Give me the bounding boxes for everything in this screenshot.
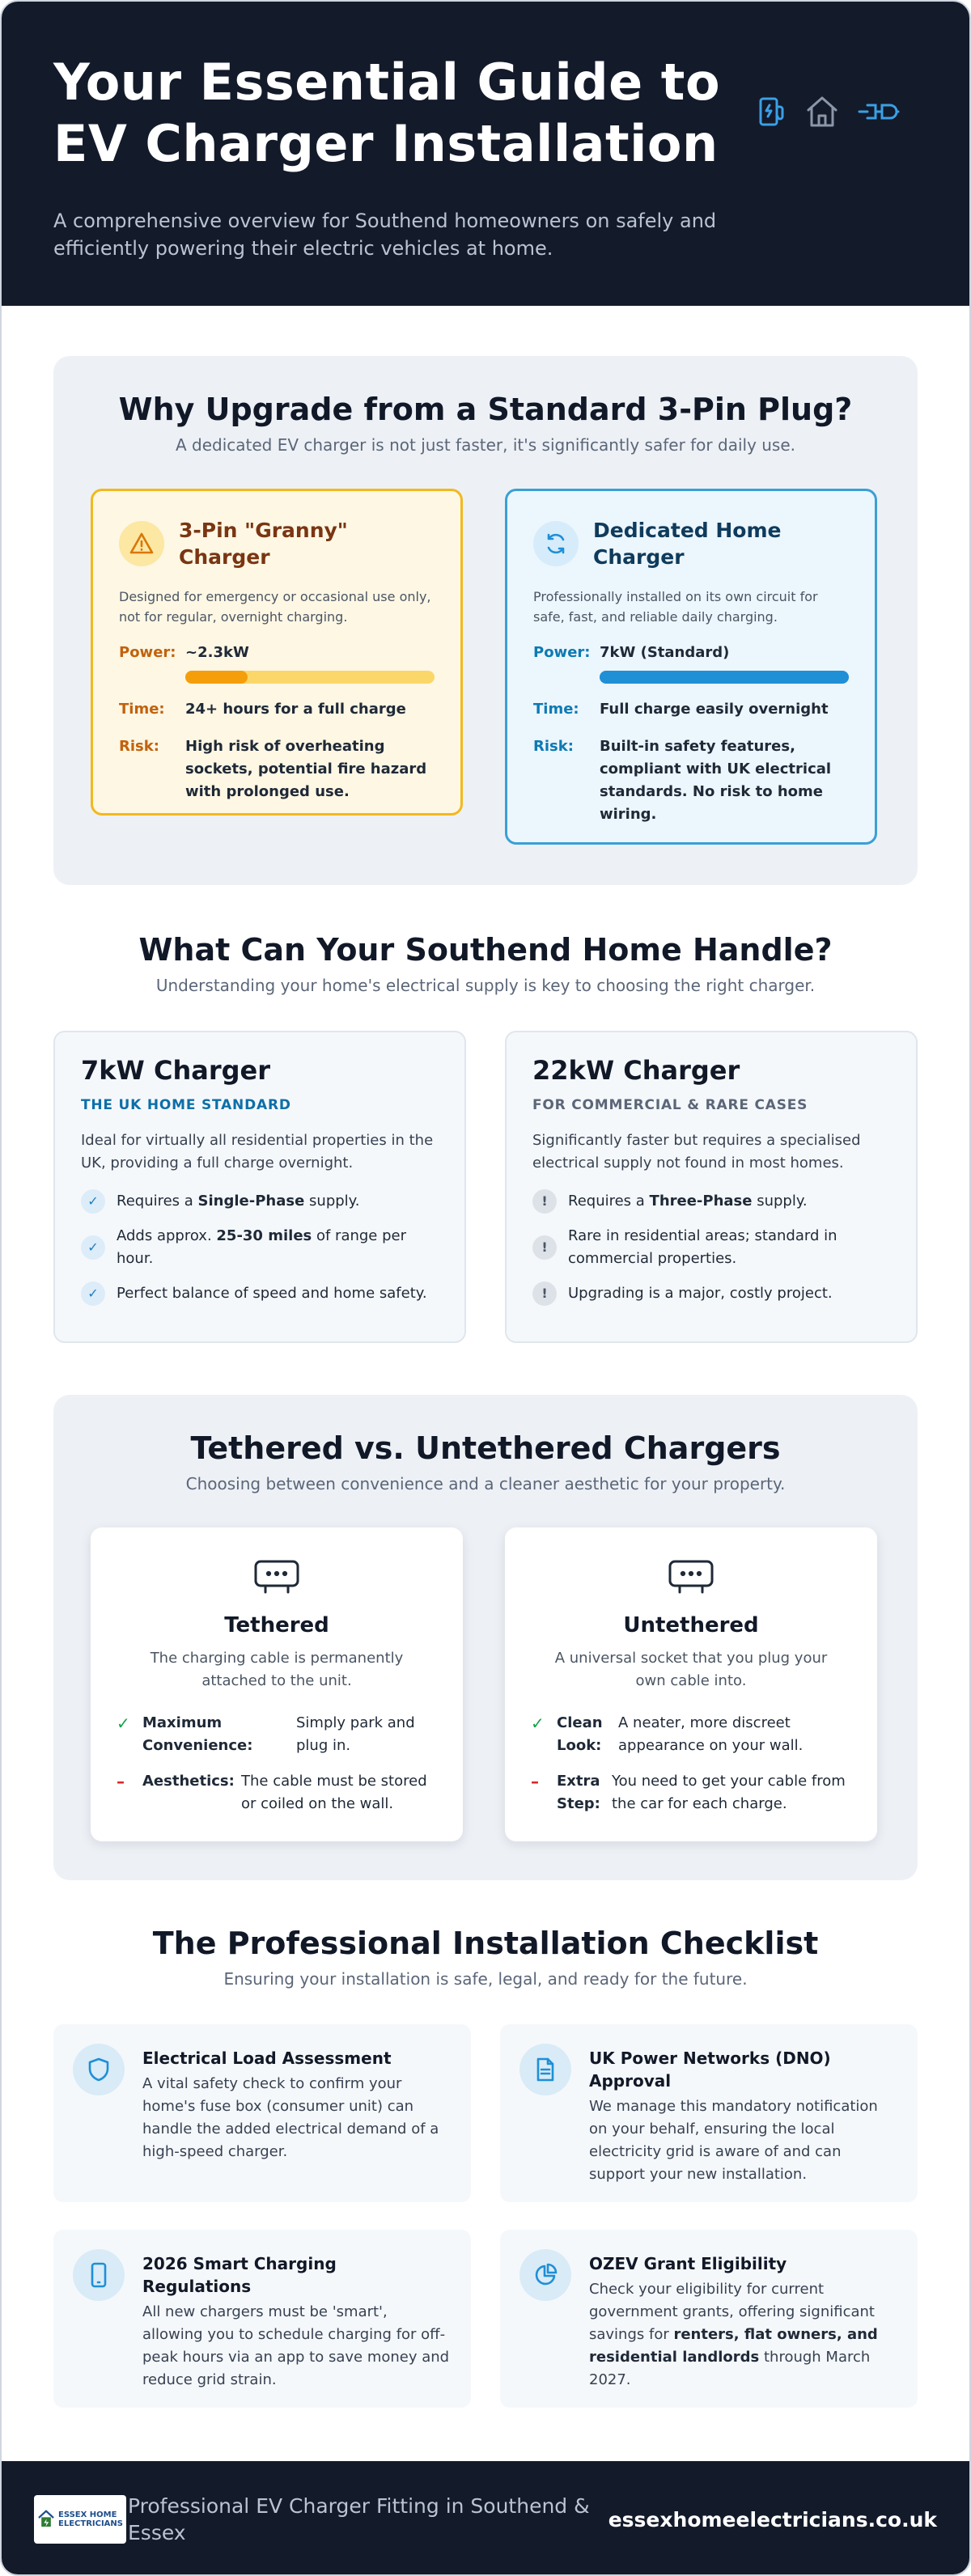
- kw7-title: 7kW Charger: [81, 1055, 271, 1086]
- logo-line2: ELECTRICIANS: [58, 2519, 123, 2528]
- footer: [2, 2461, 969, 2576]
- exclamation-icon: !: [532, 1282, 557, 1306]
- granny-time-label: Time:: [119, 701, 165, 718]
- document-icon: [519, 2044, 571, 2095]
- kw22-item3: Upgrading is a major, costly project.: [568, 1285, 833, 1302]
- untethered-pro-key: Clean Look:: [557, 1714, 603, 1754]
- dedicated-title: Dedicated Home Charger: [593, 519, 782, 569]
- ozev-desc-pre: Check your eligibility for current government grants, offering significant savings for: [589, 2281, 875, 2343]
- smart-desc: All new chargers must be 'smart', allowing you to schedule charging for off-peak hours via an app to save money and reduce grid strain.: [142, 2303, 450, 2388]
- kw7-tag: THE UK HOME STANDARD: [81, 1097, 291, 1113]
- untethered-card: [505, 1527, 877, 1841]
- untethered-con: [531, 1770, 851, 1815]
- kw22-item2: Rare in residential areas; standard in commercial properties.: [568, 1227, 837, 1267]
- dedicated-power-bar: [600, 671, 849, 684]
- granny-charger-card: [91, 489, 463, 816]
- kw7-item1-pre: Requires a: [117, 1193, 198, 1210]
- granny-risk-label: Risk:: [119, 738, 159, 755]
- load-desc: A vital safety check to confirm your home's fuse box (consumer unit) can handle the added electrical demand of a high-speed charger.: [142, 2075, 439, 2160]
- charger-unit-icon: [117, 1558, 437, 1595]
- smartphone-icon: [73, 2249, 125, 2301]
- kw22-item1-bold: Three-Phase: [649, 1193, 753, 1210]
- company-logo[interactable]: [34, 2495, 126, 2544]
- tethered-title: Tethered: [224, 1613, 329, 1638]
- kw22-tag: FOR COMMERCIAL & RARE CASES: [532, 1097, 808, 1113]
- exclamation-icon: !: [532, 1189, 557, 1214]
- dedicated-power-fill: [600, 671, 849, 684]
- kw7-item2-pre: Adds approx.: [117, 1227, 217, 1244]
- granny-power-label: Power:: [119, 644, 176, 661]
- untethered-con-val: You need to get your cable from the car for each charge.: [612, 1773, 846, 1812]
- upgrade-section: [53, 356, 918, 885]
- untethered-desc: A universal socket that you plug your own cable into.: [554, 1650, 828, 1689]
- list-item: [81, 1282, 439, 1306]
- list-item: [532, 1189, 890, 1214]
- ozev-desc-bold: renters, flat owners, and residential landlords: [589, 2326, 878, 2366]
- granny-power: ~2.3kW: [185, 644, 249, 661]
- page-title: Your Essential Guide to EV Charger Installation: [53, 53, 721, 173]
- hero-icons: [757, 94, 900, 129]
- ozev-desc: [589, 2278, 897, 2392]
- list-item: [81, 1225, 439, 1270]
- ozev-title: OZEV Grant Eligibility: [589, 2254, 787, 2273]
- checklist-title: The Professional Installation Checklist: [152, 1926, 819, 1961]
- charger-7kw-card: [53, 1031, 466, 1343]
- checklist-load-card: [53, 2024, 471, 2202]
- dedicated-risk-label: Risk:: [533, 738, 574, 755]
- checklist-ozev-card: [500, 2230, 918, 2408]
- kw7-item3: Perfect balance of speed and home safety.: [117, 1285, 427, 1302]
- tethered-card: [91, 1527, 463, 1841]
- dedicated-time: Full charge easily overnight: [600, 701, 829, 718]
- tether-section: [53, 1395, 918, 1880]
- charger-unit-icon: [531, 1558, 851, 1595]
- supply-section: [2, 932, 969, 995]
- ozev-desc-post: through March 2027.: [589, 2349, 871, 2388]
- check-icon: ✓: [81, 1235, 105, 1260]
- ev-station-icon: [757, 95, 787, 128]
- tether-title: Tethered vs. Untethered Chargers: [190, 1430, 781, 1466]
- kw7-item2-bold: 25-30 miles: [216, 1227, 312, 1244]
- checklist-section: [2, 1926, 969, 1989]
- untethered-con-key: Extra Step:: [557, 1773, 600, 1812]
- house-logo-icon: [37, 2503, 55, 2536]
- granny-title: 3-Pin "Granny" Charger: [179, 519, 348, 569]
- home-icon: [804, 94, 840, 129]
- checklist-subtitle: Ensuring your installation is safe, legal, and ready for the future.: [223, 1969, 748, 1989]
- tethered-pro-key: Maximum Convenience:: [142, 1714, 253, 1754]
- granny-time: 24+ hours for a full charge: [185, 701, 406, 718]
- check-icon: ✓: [81, 1189, 105, 1214]
- kw7-item2-post: of range per hour.: [117, 1227, 407, 1267]
- checklist-smart-card: [53, 2230, 471, 2408]
- footer-tagline: Professional EV Charger Fitting in Southend & Essex: [128, 2494, 590, 2544]
- pie-chart-icon: [519, 2249, 571, 2301]
- supply-title: What Can Your Southend Home Handle?: [138, 932, 833, 968]
- kw22-item1-post: supply.: [752, 1193, 808, 1210]
- kw7-desc: Ideal for virtually all residential properties in the UK, providing a full charge overnight.: [81, 1132, 434, 1171]
- tethered-desc: The charging cable is permanently attached to the unit.: [150, 1650, 404, 1689]
- load-title: Electrical Load Assessment: [142, 2049, 392, 2068]
- checklist-dno-card: [500, 2024, 918, 2202]
- tethered-con: [117, 1770, 437, 1815]
- list-item: [532, 1282, 890, 1306]
- dno-title: UK Power Networks (DNO) Approval: [589, 2049, 831, 2091]
- page-subtitle: A comprehensive overview for Southend homeowners on safely and efficiently powering their electric vehicles at home.: [53, 210, 717, 260]
- dedicated-risk: Built-in safety features, compliant with UK electrical standards. No risk to home wiring.: [600, 738, 832, 823]
- dedicated-desc: Professionally installed on its own circuit for safe, fast, and reliable daily charging.: [533, 589, 818, 625]
- charger-22kw-card: [505, 1031, 918, 1343]
- minus-icon: –: [117, 1772, 125, 1791]
- exclamation-icon: !: [532, 1235, 557, 1260]
- upgrade-subtitle: A dedicated EV charger is not just faster, it's significantly safer for daily use.: [175, 435, 796, 455]
- kw7-item1-bold: Single-Phase: [197, 1193, 305, 1210]
- dedicated-charger-card: [505, 489, 877, 845]
- granny-risk: High risk of overheating sockets, potential fire hazard with prolonged use.: [185, 738, 427, 800]
- hero-header: [2, 2, 969, 306]
- check-icon: ✓: [81, 1282, 105, 1306]
- plug-cable-icon: [858, 99, 900, 125]
- granny-desc: Designed for emergency or occasional use only, not for regular, overnight charging.: [119, 589, 431, 625]
- untethered-pro: [531, 1712, 851, 1757]
- shield-icon: [73, 2044, 125, 2095]
- refresh-icon: [533, 521, 579, 566]
- warning-icon: [119, 521, 164, 566]
- kw22-item1-pre: Requires a: [568, 1193, 650, 1210]
- check-icon: ✓: [117, 1714, 130, 1733]
- kw22-desc: Significantly faster but requires a specialised electrical supply not found in most homes.: [532, 1132, 861, 1171]
- tethered-con-val: The cable must be stored or coiled on the wall.: [241, 1773, 427, 1812]
- list-item: [532, 1225, 890, 1270]
- untethered-pro-val: A neater, more discreet appearance on your wall.: [618, 1714, 804, 1754]
- tethered-pro: [117, 1712, 437, 1757]
- tethered-pro-val: Simply park and plug in.: [296, 1714, 415, 1754]
- kw22-title: 22kW Charger: [532, 1055, 740, 1086]
- kw7-item1-post: supply.: [304, 1193, 360, 1210]
- granny-power-fill: [185, 671, 248, 684]
- smart-title: 2026 Smart Charging Regulations: [142, 2254, 337, 2296]
- supply-subtitle: Understanding your home's electrical supply is key to choosing the right charger.: [155, 976, 816, 995]
- granny-power-bar: [185, 671, 435, 684]
- logo-line1: ESSEX HOME: [58, 2510, 117, 2519]
- minus-icon: –: [531, 1772, 539, 1791]
- dedicated-power-label: Power:: [533, 644, 591, 661]
- dedicated-power: 7kW (Standard): [600, 644, 730, 661]
- footer-website-link[interactable]: essexhomeelectricians.co.uk: [608, 2507, 937, 2532]
- dno-desc: We manage this mandatory notification on your behalf, ensuring the local electricity grid is aware of and can support your new installation.: [589, 2098, 878, 2183]
- tethered-con-key: Aesthetics:: [142, 1773, 235, 1790]
- check-icon: ✓: [531, 1714, 545, 1733]
- tether-subtitle: Choosing between convenience and a cleaner aesthetic for your property.: [185, 1474, 786, 1493]
- untethered-title: Untethered: [623, 1613, 759, 1638]
- list-item: [81, 1189, 439, 1214]
- dedicated-time-label: Time:: [533, 701, 579, 718]
- upgrade-title: Why Upgrade from a Standard 3-Pin Plug?: [118, 392, 853, 427]
